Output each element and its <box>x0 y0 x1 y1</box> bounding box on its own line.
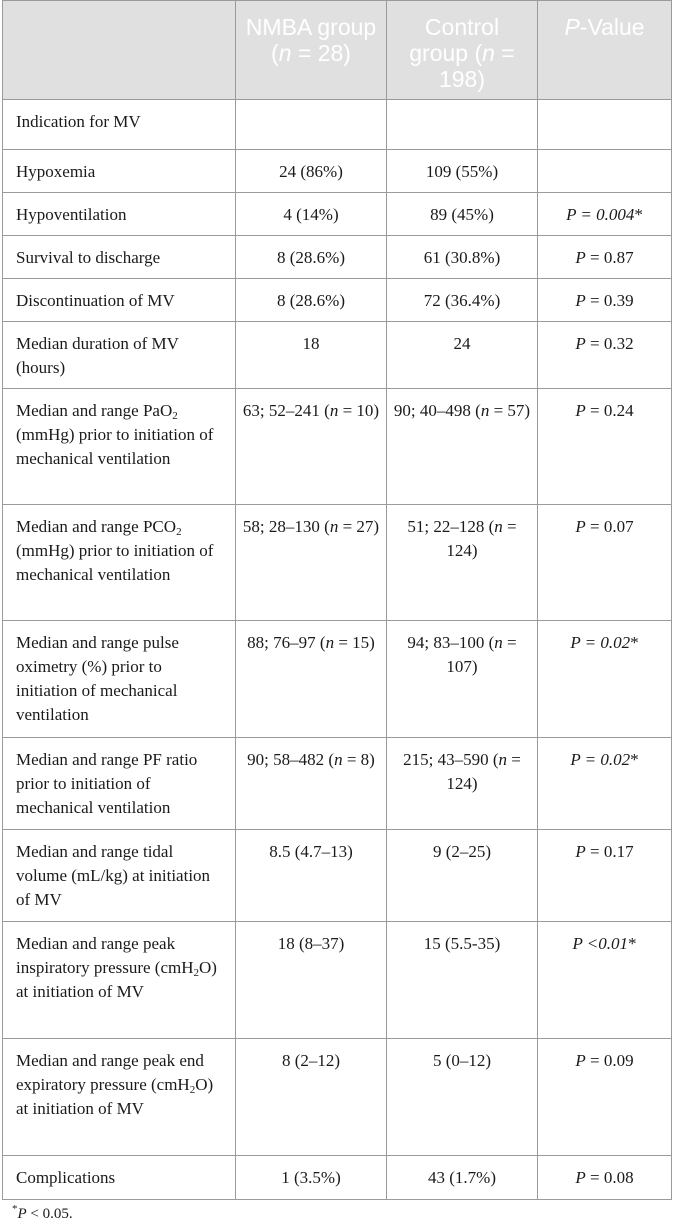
row-label: Indication for MV <box>3 100 236 150</box>
nmba-cell: 8 (28.6%) <box>236 236 387 279</box>
table-row <box>3 322 672 389</box>
table-row <box>3 100 672 150</box>
p-value-cell: P = 0.02* <box>538 621 672 738</box>
control-cell: 9 (2–25) <box>387 830 538 922</box>
row-label: Median and range $PCO_2$ (mmHg) prior to initiation of mechanical ventilation <box>3 505 236 621</box>
p-value-cell: P = 0.09 <box>538 1039 672 1156</box>
nmba-cell: 63; 52–241 (n = 10) <box>236 389 387 505</box>
table-row <box>3 1039 672 1156</box>
p-value-cell: P = 0.87 <box>538 236 672 279</box>
table-row <box>3 1156 672 1200</box>
table-row <box>3 830 672 922</box>
nmba-cell: 8 (28.6%) <box>236 279 387 322</box>
nmba-cell: 88; 76–97 (n = 15) <box>236 621 387 738</box>
control-cell: 215; 43–590 (n = 124) <box>387 738 538 830</box>
table-row <box>3 505 672 621</box>
nmba-cell <box>236 100 387 150</box>
control-cell: 61 (30.8%) <box>387 236 538 279</box>
control-cell: 90; 40–498 (n = 57) <box>387 389 538 505</box>
header-nmba: NMBA group (n = 28) <box>236 1 387 100</box>
control-cell: 24 <box>387 322 538 389</box>
row-label: Hypoventilation <box>3 193 236 236</box>
table-row <box>3 738 672 830</box>
row-label: Complications <box>3 1156 236 1200</box>
control-cell <box>387 100 538 150</box>
table-row <box>3 922 672 1039</box>
p-value-cell: P = 0.24 <box>538 389 672 505</box>
row-label: Median and range PF ratio prior to initiation of mechanical ventilation <box>3 738 236 830</box>
p-value-cell: P = 0.39 <box>538 279 672 322</box>
nmba-cell: 4 (14%) <box>236 193 387 236</box>
row-label: Median and range pulse oximetry (%) prior to initiation of mechanical ventilation <box>3 621 236 738</box>
nmba-cell: 24 (86%) <box>236 150 387 193</box>
p-value-cell: P = 0.004* <box>538 193 672 236</box>
p-value-cell: P = 0.07 <box>538 505 672 621</box>
nmba-cell: 90; 58–482 (n = 8) <box>236 738 387 830</box>
control-cell: 109 (55%) <box>387 150 538 193</box>
table-header <box>3 1 672 100</box>
control-cell: 51; 22–128 (n = 124) <box>387 505 538 621</box>
p-value-cell: P = 0.08 <box>538 1156 672 1200</box>
row-label: Median and range tidal volume (mL/kg) at initiation of MV <box>3 830 236 922</box>
control-cell: 89 (45%) <box>387 193 538 236</box>
control-cell: 43 (1.7%) <box>387 1156 538 1200</box>
control-cell: 5 (0–12) <box>387 1039 538 1156</box>
p-value-cell <box>538 100 672 150</box>
table-row <box>3 236 672 279</box>
table-row <box>3 621 672 738</box>
header-blank-cell <box>3 1 236 100</box>
row-label: Median and range peak inspiratory pressure (cmH$_2$O) at initiation of MV <box>3 922 236 1039</box>
nmba-cell: 18 <box>236 322 387 389</box>
p-value-cell: P = 0.02* <box>538 738 672 830</box>
nmba-cell: 8.5 (4.7–13) <box>236 830 387 922</box>
table-row <box>3 150 672 193</box>
results-table <box>2 0 672 1200</box>
row-label: Median and range PaO$_2$ (mmHg) prior to initiation of mechanical ventilation <box>3 389 236 505</box>
p-value-cell: P = 0.17 <box>538 830 672 922</box>
nmba-cell: 8 (2–12) <box>236 1039 387 1156</box>
row-label: Hypoxemia <box>3 150 236 193</box>
table-row <box>3 279 672 322</box>
table-row <box>3 389 672 505</box>
row-label: Median and range peak end expiratory pressure (cmH$_2$O) at initiation of MV <box>3 1039 236 1156</box>
p-value-cell <box>538 150 672 193</box>
table-footnote: *P < 0.05. <box>12 1203 73 1222</box>
nmba-cell: 1 (3.5%) <box>236 1156 387 1200</box>
p-value-cell: P <0.01* <box>538 922 672 1039</box>
row-label: Median duration of MV (hours) <box>3 322 236 389</box>
row-label: Discontinuation of MV <box>3 279 236 322</box>
p-value-cell: P = 0.32 <box>538 322 672 389</box>
header-p-value: P-Value <box>538 1 672 100</box>
control-cell: 72 (36.4%) <box>387 279 538 322</box>
header-control: Control group (n = 198) <box>387 1 538 100</box>
table-row <box>3 193 672 236</box>
control-cell: 15 (5.5-35) <box>387 922 538 1039</box>
row-label: Survival to discharge <box>3 236 236 279</box>
nmba-cell: 58; 28–130 (n = 27) <box>236 505 387 621</box>
control-cell: 94; 83–100 (n = 107) <box>387 621 538 738</box>
nmba-cell: 18 (8–37) <box>236 922 387 1039</box>
